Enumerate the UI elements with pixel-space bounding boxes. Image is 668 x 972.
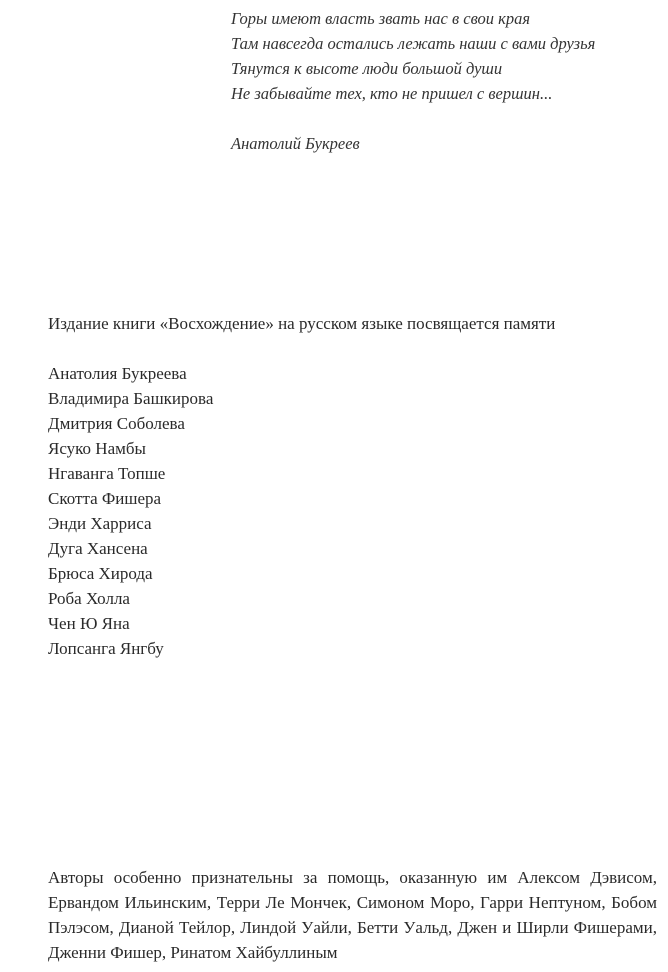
dedication-names-list — [48, 361, 648, 661]
epigraph-author: Анатолий Букреев — [231, 134, 360, 153]
epigraph-line-1: Горы имеют власть звать нас в свои края — [231, 9, 531, 28]
dedication-name: Нгаванга Топше — [48, 464, 166, 483]
dedication-name: Анатолия Букреева — [48, 364, 187, 383]
dedication — [48, 311, 648, 661]
dedication-name: Владимира Башкирова — [48, 389, 214, 408]
dedication-name: Дуга Хансена — [48, 539, 148, 558]
epigraph-line-3: Тянутся к высоте люди большой души — [231, 59, 503, 78]
dedication-name: Чен Ю Яна — [48, 614, 130, 633]
dedication-name: Дмитрия Соболева — [48, 414, 185, 433]
acknowledgements-paragraph: Авторы особенно признательны за помощь, оказанную им Алексом Дэвисом, Ервандом Ильинским, Терри Ле Мончек, Симоном Моро, Гарри Нептуном, Бобом Пэлэсом, Дианой Тейлор, Линдой Уайли, Бетти Уальд, Джен и Ширли Фишерами, Дженни Фишер, Ринатом Хайбуллиным — [48, 868, 657, 962]
dedication-name: Роба Холла — [48, 589, 130, 608]
dedication-name: Ясуко Намбы — [48, 439, 146, 458]
dedication-name: Лопсанга Янгбу — [48, 639, 164, 658]
dedication-intro: Издание книги «Восхождение» на русском языке посвящается памяти — [48, 314, 556, 333]
dedication-name: Брюса Хирода — [48, 564, 153, 583]
dedication-name: Энди Харриса — [48, 514, 152, 533]
epigraph — [231, 6, 661, 156]
epigraph-line-4: Не забывайте тех, кто не пришел с вершин... — [231, 84, 553, 103]
epigraph-line-2: Там навсегда остались лежать наши с вами друзья — [231, 34, 596, 53]
dedication-name: Скотта Фишера — [48, 489, 162, 508]
